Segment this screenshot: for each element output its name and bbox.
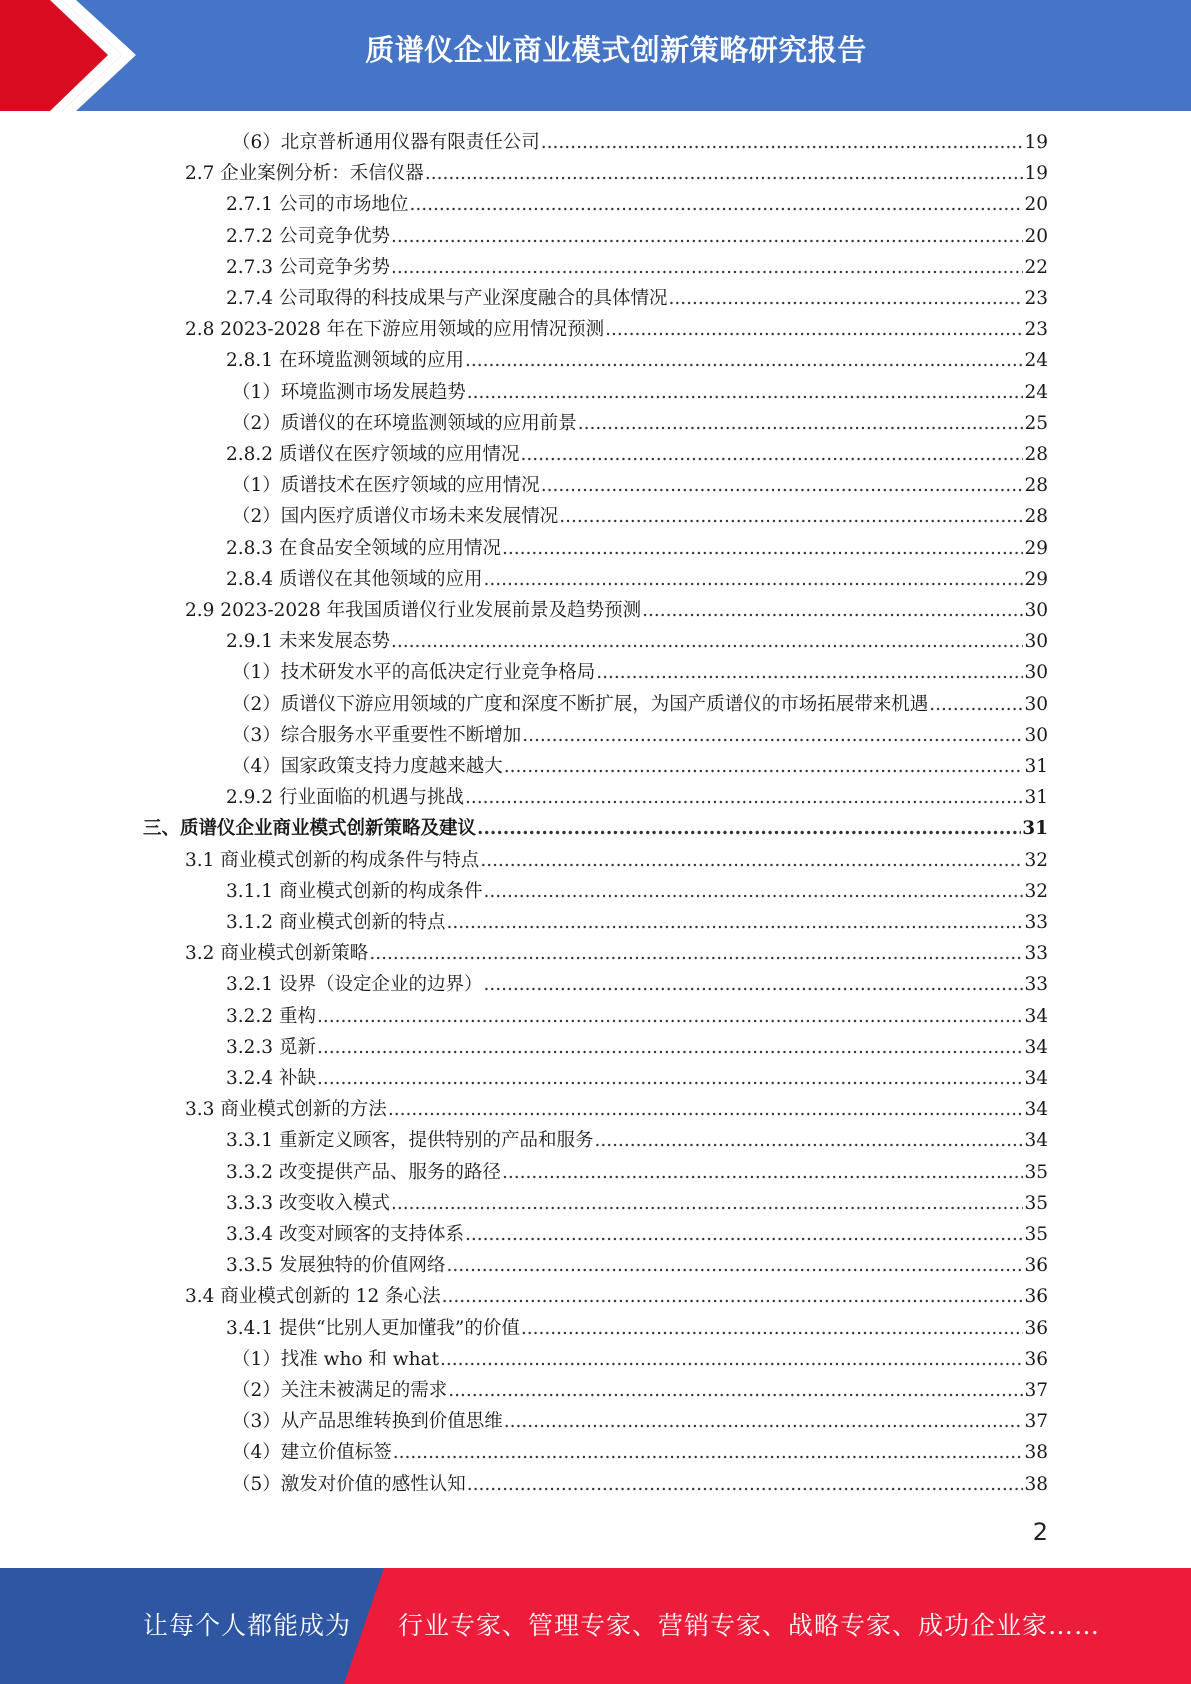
toc-dot-leader <box>596 657 1023 688</box>
toc-page-number: 20 <box>1024 194 1048 216</box>
toc-page-number: 24 <box>1024 381 1048 403</box>
toc-dot-leader <box>642 595 1023 626</box>
toc-page-number: 34 <box>1024 1036 1048 1058</box>
toc-entry-title: （1）技术研发水平的高低决定行业竞争格局 <box>232 662 596 684</box>
toc-entry-title: 2.8 2023-2028 年在下游应用领域的应用情况预测 <box>185 319 605 341</box>
toc-dot-leader <box>467 377 1024 408</box>
toc-entry-title: （1）找准 who 和 what <box>232 1348 440 1370</box>
toc-entry-title: （3）从产品思维转换到价值思维 <box>232 1411 503 1433</box>
toc-entry[interactable] <box>185 595 1048 626</box>
toc-dot-leader <box>467 1469 1024 1500</box>
toc-entry[interactable] <box>226 1157 1048 1188</box>
toc-entry-title: （1）环境监测市场发展趋势 <box>232 381 466 403</box>
toc-page-number: 30 <box>1024 724 1048 746</box>
toc-page-number: 37 <box>1024 1411 1048 1433</box>
toc-entry-title: （3）综合服务水平重要性不断增加 <box>232 724 522 746</box>
toc-entry[interactable] <box>226 969 1048 1000</box>
toc-page-number: 31 <box>1024 787 1048 809</box>
toc-dot-leader <box>578 408 1024 439</box>
toc-entry-title: （4）建立价值标签 <box>232 1442 392 1464</box>
toc-entry[interactable] <box>185 314 1048 345</box>
toc-entry-title: 2.7.4 公司取得的科技成果与产业深度融合的具体情况 <box>226 288 668 309</box>
toc-entry-title: 2.8.1 在环境监测领域的应用 <box>226 350 464 372</box>
toc-entry-title: 2.7.3 公司竞争劣势 <box>226 256 390 278</box>
toc-entry[interactable] <box>185 938 1048 969</box>
toc-entry[interactable] <box>185 845 1048 876</box>
toc-entry-title: 三、质谱仪企业商业模式创新策略及建议 <box>143 818 477 840</box>
toc-page-number: 34 <box>1024 1099 1048 1121</box>
toc-entry[interactable] <box>143 813 1048 844</box>
toc-entry-title: 3.4 商业模式创新的 12 条心法 <box>185 1286 441 1308</box>
toc-dot-leader <box>477 813 1021 844</box>
toc-dot-leader <box>446 1250 1023 1281</box>
toc-entry[interactable] <box>185 1094 1048 1125</box>
toc-page-number: 38 <box>1024 1442 1048 1464</box>
toc-entry[interactable] <box>185 1281 1048 1312</box>
toc-entry-title: 3.3.3 改变收入模式 <box>226 1192 390 1214</box>
toc-page-number: 33 <box>1024 912 1048 933</box>
toc-entry[interactable] <box>232 1469 1048 1500</box>
toc-entry-title: （1）质谱技术在医疗领域的应用情况 <box>232 475 540 497</box>
toc-page-number: 34 <box>1024 1068 1048 1089</box>
toc-page-number: 34 <box>1024 1130 1048 1152</box>
toc-dot-leader <box>504 1406 1024 1437</box>
toc-entry[interactable] <box>226 1188 1048 1219</box>
toc-page-number: 31 <box>1024 756 1048 777</box>
toc-entry[interactable] <box>226 1032 1048 1063</box>
toc-entry[interactable] <box>232 1344 1048 1375</box>
toc-entry[interactable] <box>232 657 1048 688</box>
toc-dot-leader <box>317 1063 1024 1094</box>
toc-page-number: 29 <box>1024 537 1048 559</box>
toc-dot-leader <box>502 1157 1023 1188</box>
page-footer <box>0 1568 1191 1684</box>
toc-entry[interactable] <box>226 252 1048 283</box>
toc-entry-title: 2.9.2 行业面临的机遇与挑战 <box>226 787 464 809</box>
toc-page-number: 23 <box>1024 319 1048 341</box>
toc-entry-title: 3.1.2 商业模式创新的特点 <box>226 912 446 933</box>
toc-dot-leader <box>442 1281 1024 1312</box>
toc-entry[interactable] <box>232 720 1048 751</box>
page-number: 2 <box>1032 1518 1048 1546</box>
toc-dot-leader <box>391 221 1023 252</box>
toc-entry-title: 3.3.1 重新定义顾客，提供特别的产品和服务 <box>226 1130 594 1152</box>
toc-page-number: 30 <box>1024 662 1048 684</box>
toc-entry-title: （2）关注未被满足的需求 <box>232 1380 448 1401</box>
toc-dot-leader <box>483 564 1023 595</box>
toc-entry[interactable] <box>226 876 1048 907</box>
toc-dot-leader <box>541 127 1024 158</box>
toc-entry[interactable] <box>232 1406 1048 1437</box>
toc-entry-title: 3.2.4 补缺 <box>226 1068 316 1089</box>
toc-dot-leader <box>446 907 1023 938</box>
footer-slogan-left: 让每个人都能成为 <box>143 1611 352 1640</box>
toc-page-number: 33 <box>1024 974 1048 996</box>
toc-entry[interactable] <box>226 907 1048 938</box>
toc-entry[interactable] <box>226 221 1048 252</box>
toc-entry-title: 3.3.5 发展独特的价值网络 <box>226 1255 446 1277</box>
toc-entry-title: （2）质谱仪下游应用领域的广度和深度不断扩展，为国产质谱仪的市场拓展带来机遇 <box>232 693 929 715</box>
toc-dot-leader <box>391 1188 1023 1219</box>
toc-dot-leader <box>440 1344 1023 1375</box>
toc-dot-leader <box>668 283 1023 314</box>
toc-page-number: 19 <box>1024 132 1048 153</box>
toc-page-number: 36 <box>1024 1255 1048 1277</box>
toc-entry[interactable] <box>232 1437 1048 1468</box>
toc-entry[interactable] <box>226 345 1048 376</box>
toc-entry-title: （5）激发对价值的感性认知 <box>232 1473 466 1495</box>
toc-dot-leader <box>929 689 1023 720</box>
toc-entry-title: 3.1 商业模式创新的构成条件与特点 <box>185 849 480 871</box>
toc-entry-title: 3.3.4 改变对顾客的支持体系 <box>226 1224 464 1245</box>
toc-dot-leader <box>520 439 1023 470</box>
toc-entry-title: 2.8.3 在食品安全领域的应用情况 <box>226 537 501 559</box>
toc-entry[interactable] <box>226 782 1048 813</box>
toc-dot-leader <box>521 1313 1024 1344</box>
toc-page-number: 36 <box>1024 1317 1048 1339</box>
toc-page-number: 29 <box>1024 568 1048 590</box>
toc-entry[interactable] <box>232 470 1048 501</box>
toc-entry-title: 2.7.1 公司的市场地位 <box>226 194 409 216</box>
toc-page-number: 35 <box>1024 1161 1048 1183</box>
toc-entry[interactable] <box>226 564 1048 595</box>
toc-dot-leader <box>541 470 1024 501</box>
toc-entry-title: 2.9 2023-2028 年我国质谱仪行业发展前景及趋势预测 <box>185 600 642 621</box>
toc-entry[interactable] <box>226 1313 1048 1344</box>
toc-entry-title: 3.2 商业模式创新策略 <box>185 943 369 965</box>
toc-dot-leader <box>504 751 1024 782</box>
toc-dot-leader <box>522 720 1023 751</box>
toc-entry-title: 2.7 企业案例分析：禾信仪器 <box>185 163 424 185</box>
toc-entry-title: （2）质谱仪的在环境监测领域的应用前景 <box>232 412 577 434</box>
toc-dot-leader <box>409 189 1023 220</box>
toc-dot-leader <box>369 938 1023 969</box>
toc-page-number: 36 <box>1024 1348 1048 1370</box>
toc-entry-title: （4）国家政策支持力度越来越大 <box>232 756 503 777</box>
toc-entry-title: 3.3.2 改变提供产品、服务的路径 <box>226 1161 501 1183</box>
toc-page-number: 30 <box>1024 693 1048 715</box>
footer-slogan-right: 行业专家、管理专家、营销专家、战略专家、成功企业家…… <box>398 1611 1101 1640</box>
page-header <box>0 0 1191 111</box>
toc-entry[interactable] <box>226 439 1048 470</box>
toc-page-number: 34 <box>1024 1005 1048 1027</box>
toc-dot-leader <box>480 845 1023 876</box>
toc-dot-leader <box>391 626 1023 657</box>
toc-entry[interactable] <box>226 1125 1048 1156</box>
toc-entry-title: 3.2.3 觅新 <box>226 1036 316 1058</box>
toc-dot-leader <box>483 876 1023 907</box>
toc-entry-title: 2.8.4 质谱仪在其他领域的应用 <box>226 568 483 590</box>
toc-entry[interactable] <box>232 1375 1048 1406</box>
toc-entry[interactable] <box>226 189 1048 220</box>
toc-page-number: 37 <box>1024 1380 1048 1401</box>
toc-entry-title: （2）国内医疗质谱仪市场未来发展情况 <box>232 506 559 528</box>
toc-entry-title: 2.9.1 未来发展态势 <box>226 631 390 653</box>
toc-page-number: 31 <box>1022 818 1048 840</box>
toc-page-number: 28 <box>1024 506 1048 528</box>
toc-page-number: 19 <box>1024 163 1048 185</box>
toc-page-number: 22 <box>1024 256 1048 278</box>
toc-dot-leader <box>502 533 1023 564</box>
toc-page-number: 35 <box>1024 1192 1048 1214</box>
toc-dot-leader <box>559 501 1023 532</box>
toc-entry-title: 3.1.1 商业模式创新的构成条件 <box>226 880 483 902</box>
toc-entry[interactable] <box>232 127 1048 158</box>
toc-entry[interactable] <box>232 501 1048 532</box>
toc-page-number: 35 <box>1024 1224 1048 1245</box>
toc-entry-title: 3.3 商业模式创新的方法 <box>185 1099 387 1121</box>
toc-entry[interactable] <box>232 751 1048 782</box>
toc-entry[interactable] <box>226 533 1048 564</box>
toc-entry[interactable] <box>232 689 1048 720</box>
toc-dot-leader <box>605 314 1023 345</box>
toc-entry[interactable] <box>232 377 1048 408</box>
toc-page-number: 32 <box>1024 849 1048 871</box>
toc-entry-title: 2.7.2 公司竞争优势 <box>226 225 390 247</box>
toc-dot-leader <box>465 345 1023 376</box>
toc-entry[interactable] <box>226 283 1048 314</box>
toc-page-number: 25 <box>1024 412 1048 434</box>
toc-entry[interactable] <box>226 1001 1048 1032</box>
toc-entry[interactable] <box>232 408 1048 439</box>
toc-page-number: 33 <box>1024 943 1048 965</box>
toc-dot-leader <box>448 1375 1023 1406</box>
toc-dot-leader <box>465 1219 1023 1250</box>
toc-entry-title: 3.2.1 设界（设定企业的边界） <box>226 974 483 996</box>
toc-entry[interactable] <box>226 1250 1048 1281</box>
toc-page-number: 28 <box>1024 444 1048 465</box>
toc-page-number: 30 <box>1024 631 1048 653</box>
toc-page-number: 32 <box>1024 880 1048 902</box>
toc-entry[interactable] <box>226 1063 1048 1094</box>
toc-entry[interactable] <box>185 158 1048 189</box>
toc-page-number: 30 <box>1024 600 1048 621</box>
toc-page-number: 38 <box>1024 1473 1048 1495</box>
toc-page-number: 23 <box>1024 288 1048 309</box>
toc-dot-leader <box>317 1032 1024 1063</box>
toc-dot-leader <box>465 782 1023 813</box>
toc-entry-title: （6）北京普析通用仪器有限责任公司 <box>232 132 540 153</box>
report-title: 质谱仪企业商业模式创新策略研究报告 <box>365 33 867 67</box>
toc-dot-leader <box>393 1437 1024 1468</box>
toc-page-number: 24 <box>1024 350 1048 372</box>
toc-dot-leader <box>317 1001 1024 1032</box>
toc-dot-leader <box>483 969 1023 1000</box>
toc-page-number: 28 <box>1024 475 1048 497</box>
toc-dot-leader <box>388 1094 1024 1125</box>
toc-page-number: 20 <box>1024 225 1048 247</box>
toc-entry-title: 3.4.1 提供“比别人更加懂我”的价值 <box>226 1317 520 1339</box>
toc-entry[interactable] <box>226 1219 1048 1250</box>
toc-dot-leader <box>594 1125 1023 1156</box>
toc-entry-title: 3.2.2 重构 <box>226 1005 316 1027</box>
toc-page-number: 36 <box>1024 1286 1048 1308</box>
toc-dot-leader <box>391 252 1023 283</box>
toc-entry[interactable] <box>226 626 1048 657</box>
toc-entry-title: 2.8.2 质谱仪在医疗领域的应用情况 <box>226 444 520 465</box>
toc-dot-leader <box>425 158 1024 189</box>
